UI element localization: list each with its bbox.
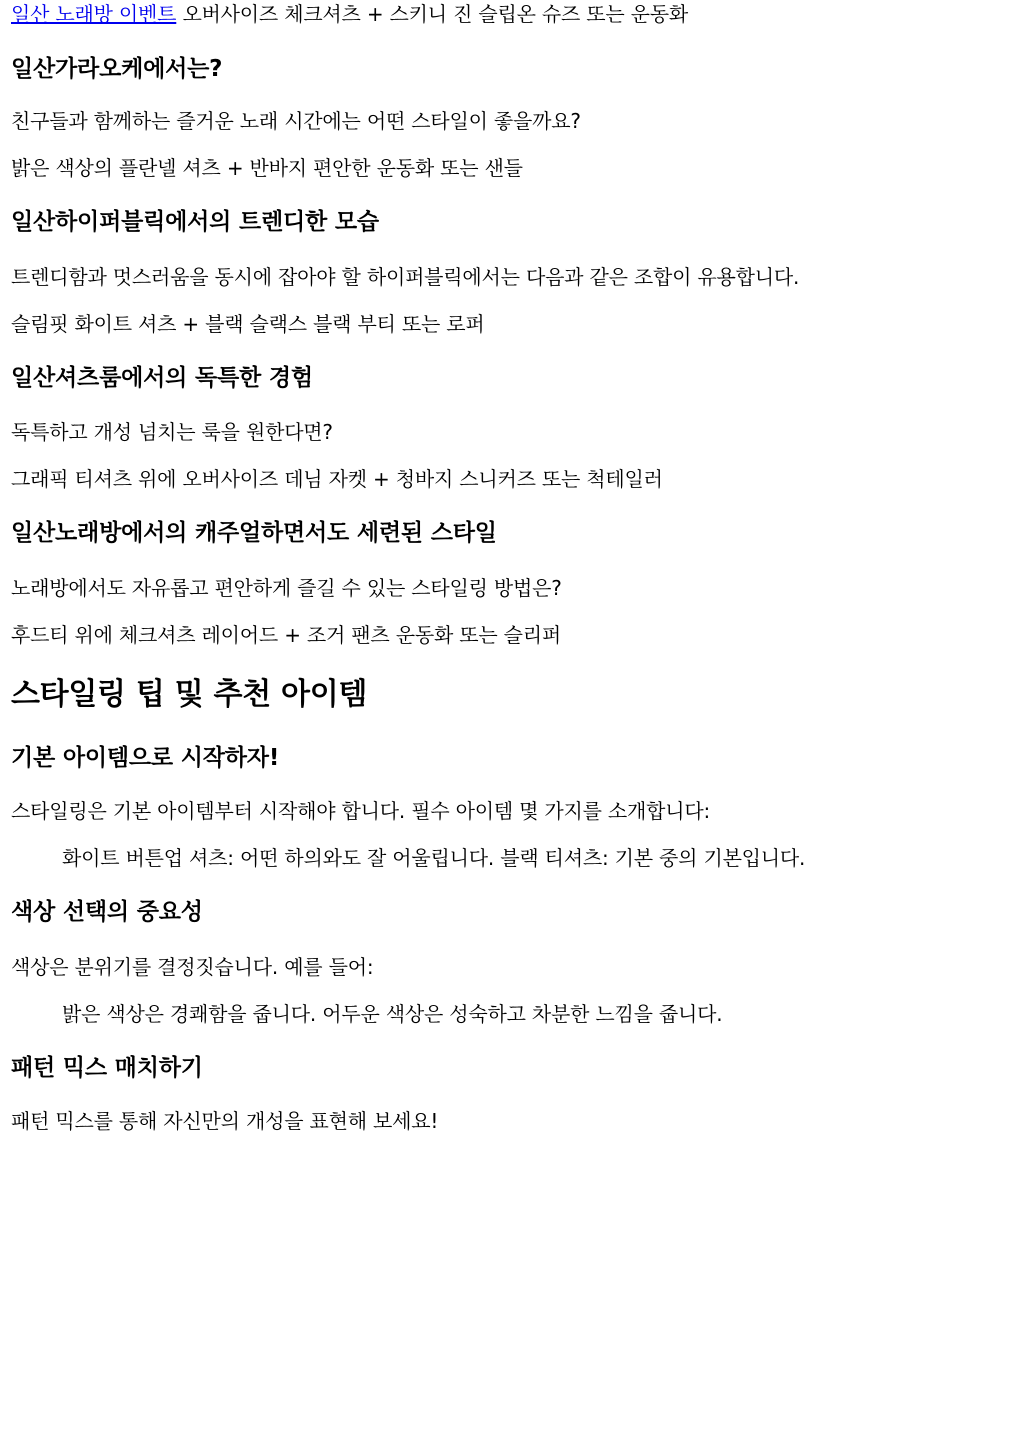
intro-text: 오버사이즈 체크셔츠 + 스키니 진 슬립온 슈즈 또는 운동화 <box>176 2 689 26</box>
basic-items-list: 화이트 버튼업 셔츠: 어떤 하의와도 잘 어울립니다. 블랙 티셔츠: 기본 중의 기본입니다. <box>62 846 806 870</box>
section-question-karaoke: 친구들과 함께하는 즐거운 노래 시간에는 어떤 스타일이 좋을까요? <box>11 109 581 133</box>
section-question-hyperpublic: 트렌디함과 멋스러움을 동시에 잡아야 할 하이퍼블릭에서는 다음과 같은 조합이 유용합니다. <box>11 265 800 289</box>
section-question-noraebang: 노래방에서도 자유롭고 편안하게 즐길 수 있는 스타일링 방법은? <box>11 576 562 600</box>
section-heading-shirtroom: 일산셔츠룸에서의 독특한 경험 <box>11 365 313 391</box>
basic-items-heading: 기본 아이템으로 시작하자! <box>11 745 280 771</box>
section-outfit-noraebang: 후드티 위에 체크셔츠 레이어드 + 조거 팬츠 운동화 또는 슬리퍼 <box>11 623 561 647</box>
color-text: 색상은 분위기를 결정짓습니다. 예를 들어: <box>11 955 374 979</box>
tips-title: 스타일링 팁 및 추천 아이템 <box>11 677 368 712</box>
intro-line <box>11 0 688 28</box>
section-question-shirtroom: 독특하고 개성 넘치는 룩을 원한다면? <box>11 420 333 444</box>
section-heading-noraebang: 일산노래방에서의 캐주얼하면서도 세련된 스타일 <box>11 520 497 546</box>
section-outfit-hyperpublic: 슬림핏 화이트 셔츠 + 블랙 슬랙스 블랙 부티 또는 로퍼 <box>11 312 485 336</box>
event-link[interactable]: 일산 노래방 이벤트 <box>11 2 177 26</box>
pattern-text: 패턴 믹스를 통해 자신만의 개성을 표현해 보세요! <box>11 1109 439 1133</box>
basic-items-text: 스타일링은 기본 아이템부터 시작해야 합니다. 필수 아이템 몇 가지를 소개합니다: <box>11 799 711 823</box>
color-list: 밝은 색상은 경쾌함을 줍니다. 어두운 색상은 성숙하고 차분한 느낌을 줍니다. <box>62 1002 723 1026</box>
color-heading: 색상 선택의 중요성 <box>11 899 203 925</box>
section-heading-hyperpublic: 일산하이퍼블릭에서의 트렌디한 모습 <box>11 209 379 235</box>
section-outfit-shirtroom: 그래픽 티셔츠 위에 오버사이즈 데님 자켓 + 청바지 스니커즈 또는 척테일러 <box>11 467 663 491</box>
section-outfit-karaoke: 밝은 색상의 플란넬 셔츠 + 반바지 편안한 운동화 또는 샌들 <box>11 156 523 180</box>
pattern-heading: 패턴 믹스 매치하기 <box>11 1055 203 1081</box>
section-heading-karaoke: 일산가라오케에서는? <box>11 56 223 82</box>
